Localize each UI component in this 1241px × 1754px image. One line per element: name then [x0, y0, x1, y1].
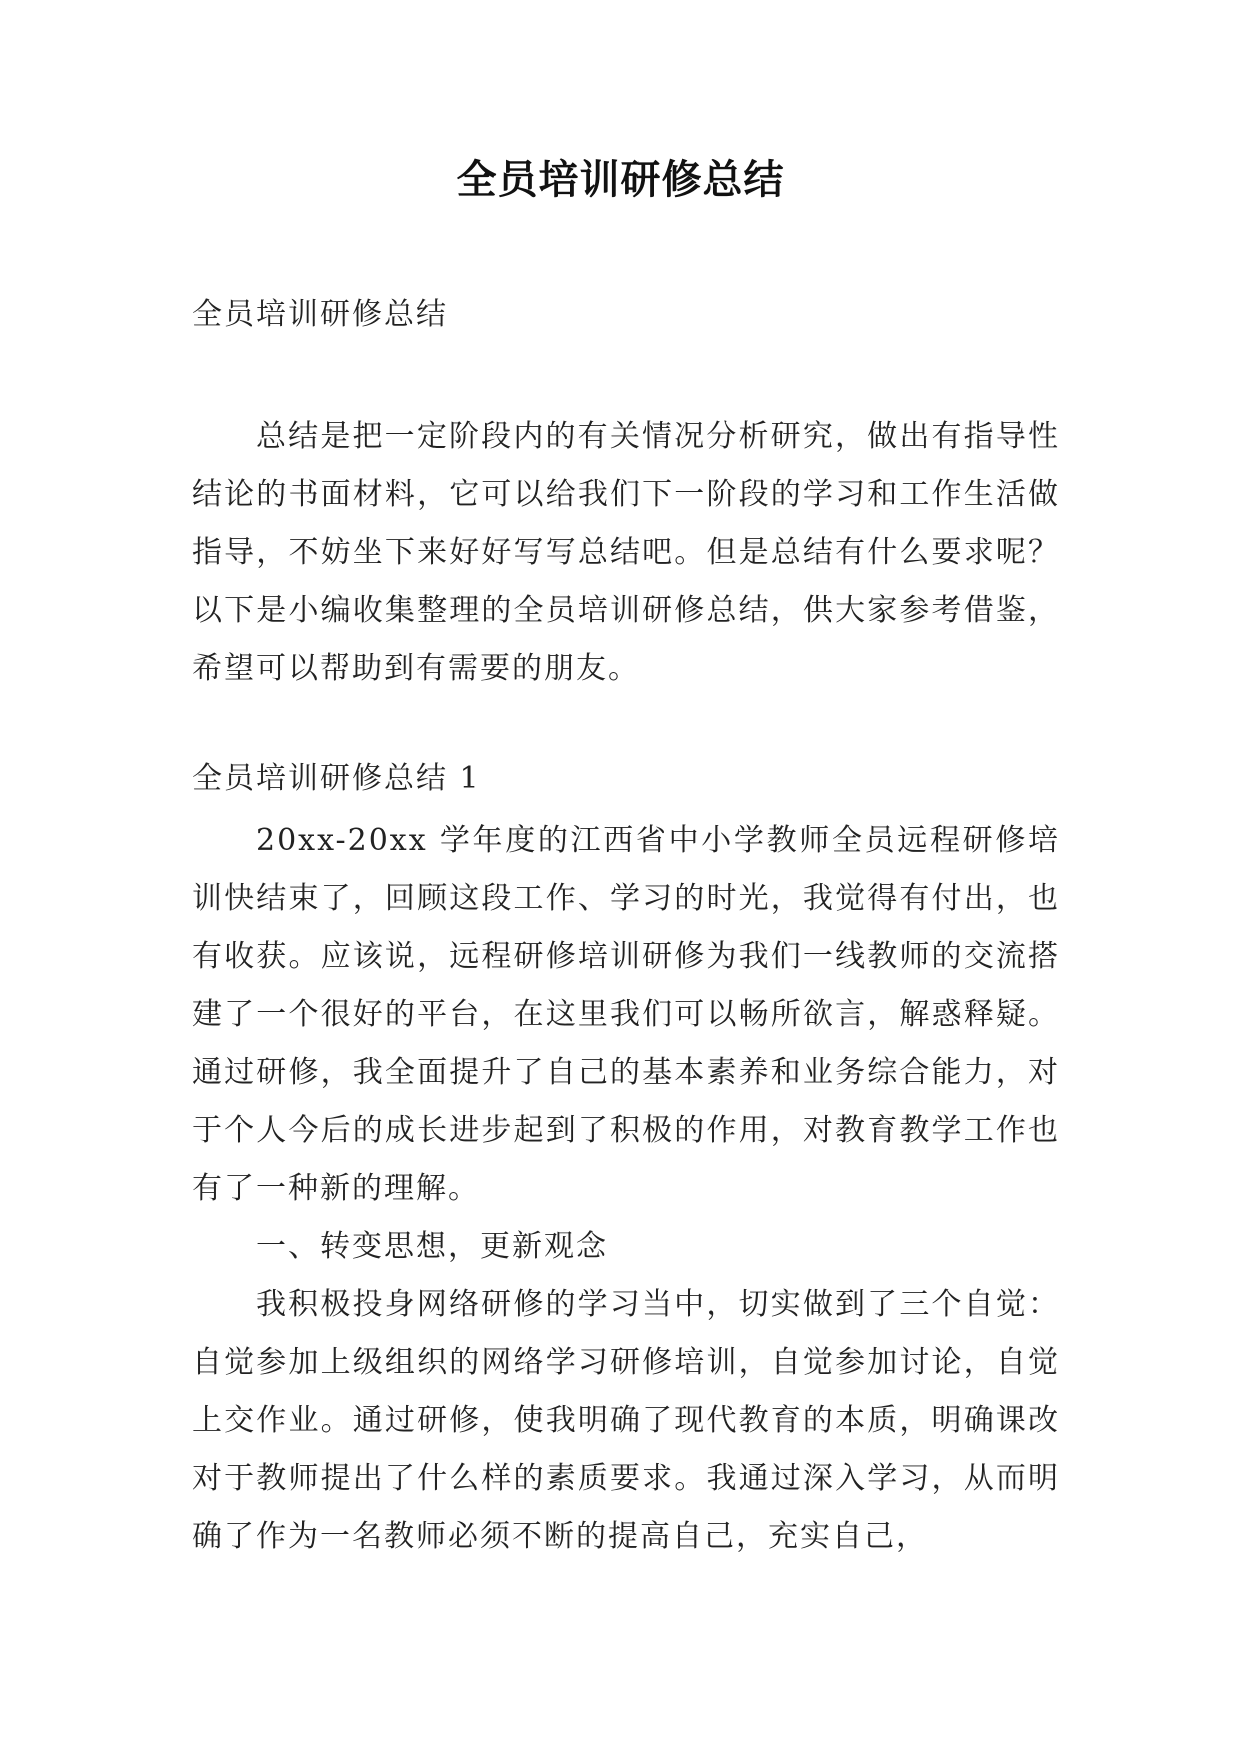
intro-paragraph: 总结是把一定阶段内的有关情况分析研究，做出有指导性结论的书面材料，它可以给我们下一阶段的学习和工作生活做指导，不妨坐下来好好写写总结吧。但是总结有什么要求呢？以下是小编收集整理的全员培训研修总结，供大家参考借鉴，希望可以帮助到有需要的朋友。: [192, 419, 1060, 686]
section-subheading: 一、转变思想，更新观念: [256, 1229, 608, 1264]
document-subtitle: 全员培训研修总结: [192, 297, 448, 332]
section-body: [192, 812, 1060, 1566]
section-paragraph: 我积极投身网络研修的学习当中，切实做到了三个自觉：自觉参加上级组织的网络学习研修培训，自觉参加讨论，自觉上交作业。通过研修，使我明确了现代教育的本质，明确课改对于教师提出了什么样的素质要求。我通过深入学习，从而明确了作为一名教师必须不断的提高自己，充实自己，: [192, 1287, 1060, 1554]
section-heading: 全员培训研修总结 1: [192, 761, 481, 796]
document-title: 全员培训研修总结: [456, 157, 785, 203]
section-paragraph: 20xx-20xx 学年度的江西省中小学教师全员远程研修培训快结束了，回顾这段工作、学习的时光，我觉得有付出，也有收获。应该说，远程研修培训研修为我们一线教师的交流搭建了一个很好的平台，在这里我们可以畅所欲言，解惑释疑。通过研修，我全面提升了自己的基本素养和业务综合能力，对于个人今后的成长进步起到了积极的作用，对教育教学工作也有了一种新的理解。: [192, 823, 1060, 1206]
